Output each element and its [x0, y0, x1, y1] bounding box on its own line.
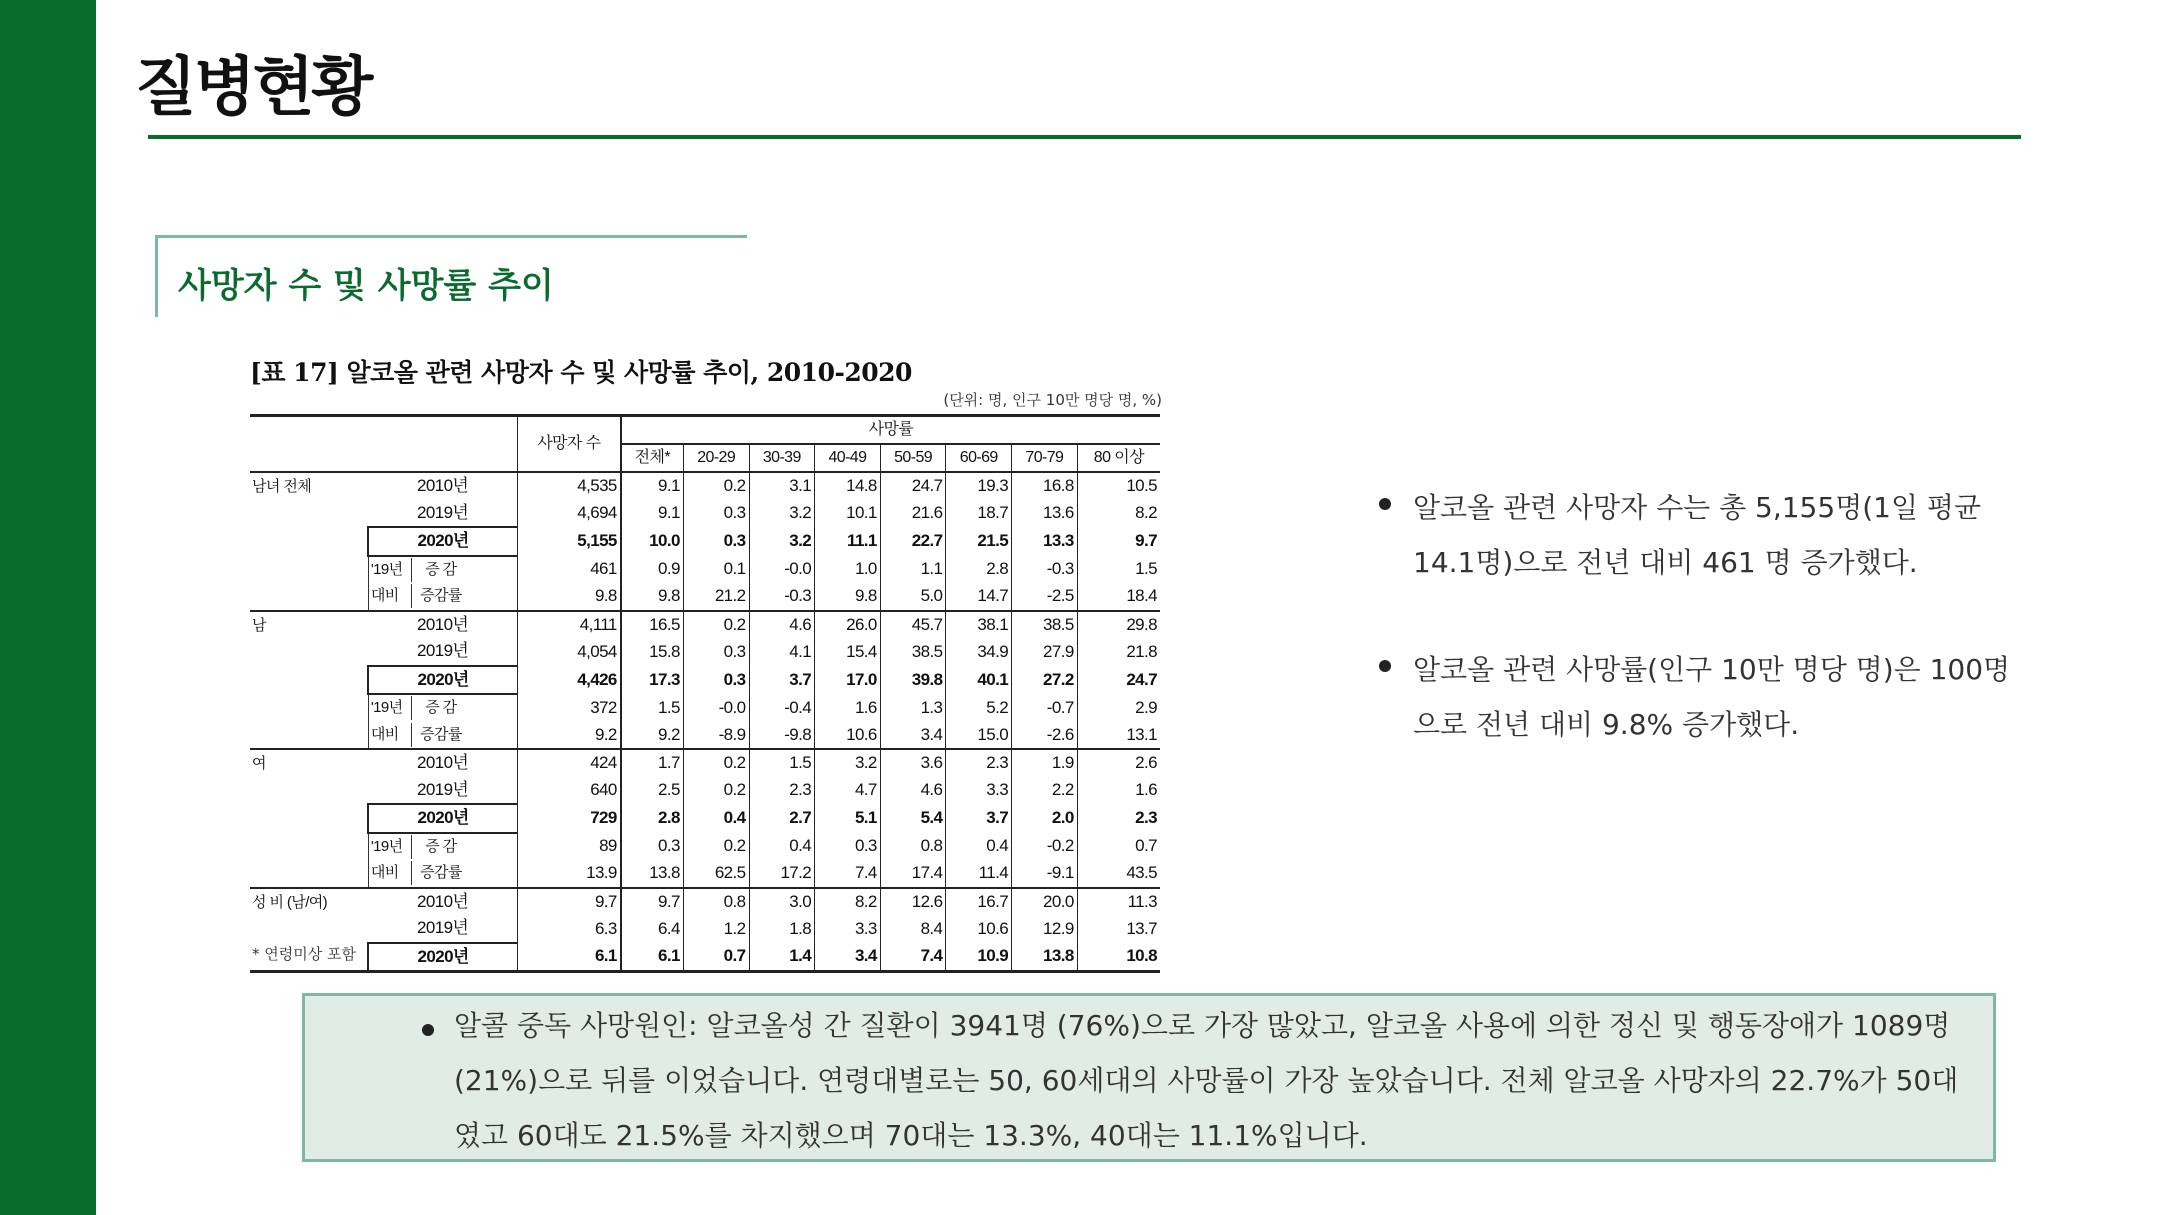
deaths-cell: 729	[517, 804, 620, 833]
rate-cell: 0.3	[683, 638, 749, 666]
rate-cell: 3.2	[749, 527, 815, 556]
rate-cell: 13.6	[1012, 500, 1078, 528]
rate-cell: 20.0	[1012, 888, 1078, 916]
bullet-text: 알코올 관련 사망자 수는 총 5,155명(1일 평균 14.1명)으로 전년 대비 461 명 증가했다.	[1413, 491, 1982, 579]
rate-cell: 3.0	[749, 888, 815, 916]
deaths-cell: 6.3	[517, 915, 620, 943]
rate-cell: 0.3	[815, 833, 881, 861]
rate-cell: -9.8	[749, 722, 815, 750]
rate-cell: 5.1	[815, 804, 881, 833]
rate-cell: 34.9	[946, 638, 1012, 666]
rate-cell: 5.0	[880, 583, 946, 611]
row-change-type: 증감률	[420, 725, 462, 743]
row-year-label: 2020년	[368, 804, 517, 833]
rate-cell: 0.8	[880, 833, 946, 861]
row-group-label: 여	[250, 749, 368, 888]
rate-cell: 3.3	[946, 777, 1012, 805]
rate-cell: -2.6	[1012, 722, 1078, 750]
rate-cell: -0.7	[1012, 694, 1078, 722]
row-change-period: 대비	[369, 723, 412, 747]
header-age-column: 40-49	[815, 444, 881, 472]
rate-cell: 14.7	[946, 583, 1012, 611]
rate-cell: 0.2	[683, 833, 749, 861]
rate-cell: 10.8	[1126, 946, 1157, 966]
rate-cell: 2.3	[749, 777, 815, 805]
row-change-label	[368, 556, 517, 584]
rate-cell: 2.7	[749, 804, 815, 833]
rate-cell: 3.2	[815, 749, 881, 777]
rate-cell: 8.4	[880, 915, 946, 943]
rate-cell: 1.9	[1012, 749, 1078, 777]
rate-cell: 0.4	[683, 804, 749, 833]
rate-cell: 3.4	[815, 943, 881, 972]
row-change-label	[368, 833, 517, 861]
table-row	[250, 638, 1160, 666]
header-age-column: 80 이상	[1093, 449, 1144, 466]
section-heading: 사망자 수 및 사망률 추이	[178, 266, 554, 306]
rate-cell: 1.6	[815, 694, 881, 722]
table-row	[250, 583, 1160, 611]
header-deaths: 사망자 수	[517, 416, 620, 473]
table-row	[250, 722, 1160, 750]
row-change-label	[368, 583, 517, 611]
rate-cell: 9.8	[815, 583, 881, 611]
rate-cell: 17.3	[621, 666, 684, 695]
summary-text: 알콜 중독 사망원인: 알코올성 간 질환이 3941명 (76%)으로 가장 많았고, 알코올 사용에 의한 정신 및 행동장애가 1089명 (21%)으로 뒤를 이었습니다. 연령대별로는 50, 60세대의 사망률이 가장 높았습니다. 전체 알코올 사망자의 22.7%가 50대였고 60대도 21.5%를 차지했으며 70대는 13.3%, 40대는 11.1%입니다.	[454, 1009, 1959, 1152]
rate-cell: 3.6	[880, 749, 946, 777]
rate-cell: -0.2	[1012, 833, 1078, 861]
table-row	[250, 749, 1160, 777]
rate-cell: 21.5	[946, 527, 1012, 556]
rate-cell: 0.3	[683, 527, 749, 556]
rate-cell: 2.6	[1077, 749, 1160, 777]
rate-cell: 6.1	[621, 943, 684, 972]
header-age-column: 30-39	[749, 444, 815, 472]
rate-cell: 7.4	[815, 860, 881, 888]
deaths-cell: 461	[517, 556, 620, 584]
rate-cell: 13.3	[1012, 527, 1078, 556]
rate-cell: 2.0	[1012, 804, 1078, 833]
rate-cell: 10.6	[815, 722, 881, 750]
bullet-list	[1375, 480, 2015, 804]
row-change-period: '19년	[369, 696, 412, 720]
rate-cell: 1.7	[621, 749, 684, 777]
rate-cell: 12.9	[1012, 915, 1078, 943]
rate-cell: 0.1	[683, 556, 749, 584]
rate-cell: 2.5	[621, 777, 684, 805]
rate-cell: 14.8	[815, 472, 881, 500]
rate-cell: -8.9	[683, 722, 749, 750]
rate-cell: 8.2	[1135, 503, 1157, 523]
rate-cell: 13.1	[1126, 724, 1157, 744]
rate-cell: 3.2	[749, 500, 815, 528]
rate-cell: 1.4	[749, 943, 815, 972]
rate-cell: 8.2	[815, 888, 881, 916]
row-year-label: 2019년	[368, 777, 517, 805]
rate-cell: 43.5	[1126, 863, 1157, 883]
table-footnote: * 연령미상 포함	[252, 945, 356, 963]
bullet-dot-icon	[422, 1024, 434, 1036]
rate-cell: 4.6	[749, 611, 815, 639]
rate-cell: 18.4	[1126, 586, 1157, 606]
rate-cell: 12.6	[880, 888, 946, 916]
deaths-cell: 13.9	[517, 860, 620, 888]
rate-cell: 10.1	[815, 500, 881, 528]
rate-cell: 9.1	[621, 500, 684, 528]
table-row	[250, 833, 1160, 861]
rate-cell: 1.0	[815, 556, 881, 584]
rate-cell: 62.5	[683, 860, 749, 888]
deaths-cell: 4,426	[517, 666, 620, 695]
rate-cell: 10.9	[946, 943, 1012, 972]
row-year-label: 2010년	[368, 472, 517, 500]
rate-cell: 18.7	[946, 500, 1012, 528]
rate-cell: 1.6	[1135, 780, 1157, 800]
rate-cell: 0.2	[683, 777, 749, 805]
table-row	[250, 500, 1160, 528]
rate-cell: 24.7	[1126, 669, 1157, 689]
rate-cell: 26.0	[815, 611, 881, 639]
rate-cell: 5.4	[880, 804, 946, 833]
table-unit-note: (단위: 명, 인구 10만 명당 명, %)	[943, 391, 1162, 409]
header-age-column: 20-29	[683, 444, 749, 472]
row-year-label: 2020년	[368, 666, 517, 695]
header-age-column: 50-59	[880, 444, 946, 472]
rate-cell: 29.8	[1077, 611, 1160, 639]
rate-cell: 9.1	[621, 472, 684, 500]
table-caption: [표 17] 알코올 관련 사망자 수 및 사망률 추이, 2010-2020	[250, 358, 912, 387]
rate-cell: 2.3	[1135, 808, 1157, 828]
deaths-cell: 9.2	[517, 722, 620, 750]
deaths-cell: 424	[517, 749, 620, 777]
rate-cell: 21.8	[1126, 641, 1157, 661]
rate-cell: 11.1	[815, 527, 881, 556]
rate-cell: 1.5	[621, 694, 684, 722]
rate-cell: 3.1	[749, 472, 815, 500]
table-row	[250, 694, 1160, 722]
rate-cell: 9.8	[621, 583, 684, 611]
rate-cell: 15.8	[621, 638, 684, 666]
rate-cell: 0.4	[749, 833, 815, 861]
rate-cell: 21.6	[880, 500, 946, 528]
rate-cell: 13.8	[1012, 943, 1078, 972]
deaths-cell: 4,111	[517, 611, 620, 639]
table-row	[250, 666, 1160, 695]
row-change-type: 증감률	[420, 587, 462, 605]
rate-cell: 16.5	[621, 611, 684, 639]
rate-cell: -0.0	[749, 556, 815, 584]
table-row	[250, 804, 1160, 833]
rate-cell: -9.1	[1012, 860, 1078, 888]
rate-cell: 0.2	[683, 611, 749, 639]
rate-cell: 1.5	[749, 749, 815, 777]
rate-cell: 0.9	[621, 556, 684, 584]
rate-cell: 40.1	[946, 666, 1012, 695]
table-row	[250, 611, 1160, 639]
rate-cell: 4.1	[749, 638, 815, 666]
row-change-label	[368, 860, 517, 888]
deaths-cell: 4,054	[517, 638, 620, 666]
rate-cell: 13.7	[1126, 918, 1157, 938]
rate-cell: 2.8	[621, 804, 684, 833]
row-change-period: '19년	[369, 835, 412, 859]
rate-cell: 27.2	[1012, 666, 1078, 695]
bullet-item	[1375, 642, 2015, 752]
deaths-cell: 9.8	[517, 583, 620, 611]
header-age-column: 전체*	[621, 444, 684, 472]
rate-cell: 16.7	[946, 888, 1012, 916]
row-year-label: 2020년	[368, 527, 517, 556]
deaths-cell: 89	[517, 833, 620, 861]
rate-cell: 22.7	[880, 527, 946, 556]
rate-cell: 0.4	[946, 833, 1012, 861]
rate-cell: 38.1	[946, 611, 1012, 639]
deaths-cell: 9.7	[517, 888, 620, 916]
rate-cell: 17.0	[815, 666, 881, 695]
rate-cell: 9.2	[621, 722, 684, 750]
row-change-label	[368, 722, 517, 750]
row-year-label: 2010년	[368, 611, 517, 639]
row-group-label: 성 비 (남/여)	[250, 888, 368, 972]
rate-cell: 38.5	[1012, 611, 1078, 639]
rate-cell: -0.0	[683, 694, 749, 722]
rate-cell: 9.7	[621, 888, 684, 916]
table-row	[250, 777, 1160, 805]
death-rate-table	[250, 414, 1160, 973]
bullet-text: 알코올 관련 사망률(인구 10만 명당 명)은 100명으로 전년 대비 9.8% 증가했다.	[1413, 653, 2011, 741]
table-body	[250, 472, 1160, 972]
header-rate-group: 사망률	[621, 416, 1160, 445]
rate-cell: 6.4	[621, 915, 684, 943]
page-title: 질병현황	[135, 51, 371, 125]
summary-box	[302, 993, 1996, 1162]
row-change-type: 증감률	[420, 864, 462, 882]
table-row	[250, 888, 1160, 916]
bullet-dot-icon	[1379, 660, 1391, 672]
header-age-column: 60-69	[946, 444, 1012, 472]
statistics-table-figure	[250, 353, 1170, 966]
row-change-type: 증 감	[425, 560, 457, 578]
rate-cell: 24.7	[880, 472, 946, 500]
deaths-cell: 372	[517, 694, 620, 722]
rate-cell: 7.4	[880, 943, 946, 972]
rate-cell: 0.2	[683, 472, 749, 500]
rate-cell: 10.0	[621, 527, 684, 556]
row-year-label: 2010년	[368, 888, 517, 916]
row-year-label: 2020년	[368, 943, 517, 972]
rate-cell: 3.3	[815, 915, 881, 943]
rate-cell: 17.4	[880, 860, 946, 888]
rate-cell: 4.7	[815, 777, 881, 805]
row-year-label: 2010년	[368, 749, 517, 777]
row-year-label: 2019년	[368, 500, 517, 528]
row-change-type: 증 감	[425, 837, 457, 855]
rate-cell: 16.8	[1012, 472, 1078, 500]
row-year-label: 2019년	[368, 638, 517, 666]
row-change-type: 증 감	[425, 699, 457, 717]
bullet-item	[1375, 480, 2015, 590]
rate-cell: 21.2	[683, 583, 749, 611]
deaths-cell: 5,155	[517, 527, 620, 556]
left-accent-bar	[0, 0, 96, 1215]
rate-cell: 3.7	[749, 666, 815, 695]
deaths-cell: 6.1	[517, 943, 620, 972]
row-change-label	[368, 694, 517, 722]
rate-cell: 2.8	[946, 556, 1012, 584]
rate-cell: -2.5	[1012, 583, 1078, 611]
rate-cell: 1.8	[749, 915, 815, 943]
rate-cell: 0.7	[1135, 836, 1157, 856]
rate-cell: 27.9	[1012, 638, 1078, 666]
rate-cell: 0.8	[683, 888, 749, 916]
table-row	[250, 472, 1160, 500]
deaths-cell: 640	[517, 777, 620, 805]
bullet-dot-icon	[1379, 498, 1391, 510]
title-divider	[148, 135, 2021, 139]
rate-cell: 0.3	[683, 666, 749, 695]
rate-cell: 19.3	[946, 472, 1012, 500]
row-change-period: '19년	[369, 558, 412, 582]
rate-cell: 2.9	[1135, 697, 1157, 717]
rate-cell: -0.4	[749, 694, 815, 722]
rate-cell: 38.5	[880, 638, 946, 666]
row-group-label: 남	[250, 611, 368, 750]
header-age-column: 70-79	[1012, 444, 1078, 472]
row-change-period: 대비	[369, 584, 412, 608]
rate-cell: 39.8	[880, 666, 946, 695]
rate-cell: 10.6	[946, 915, 1012, 943]
rate-cell: 0.2	[683, 749, 749, 777]
rate-cell: 0.3	[621, 833, 684, 861]
rate-cell: 13.8	[621, 860, 684, 888]
rate-cell: 1.5	[1135, 559, 1157, 579]
rate-cell: 3.4	[880, 722, 946, 750]
rate-cell: 0.3	[683, 500, 749, 528]
rate-cell: 2.2	[1012, 777, 1078, 805]
rate-cell: 1.2	[683, 915, 749, 943]
rate-cell: 17.2	[749, 860, 815, 888]
deaths-cell: 4,694	[517, 500, 620, 528]
rate-cell: 11.3	[1077, 888, 1160, 916]
table-row	[250, 915, 1160, 943]
row-year-label: 2019년	[368, 915, 517, 943]
table-row	[250, 943, 1160, 972]
rate-cell: 3.7	[946, 804, 1012, 833]
section-heading-box	[155, 235, 747, 317]
rate-cell: 1.1	[880, 556, 946, 584]
header-corner	[250, 416, 517, 473]
rate-cell: 9.7	[1135, 531, 1157, 551]
table-row	[250, 860, 1160, 888]
rate-cell: -0.3	[1012, 556, 1078, 584]
rate-cell: 15.4	[815, 638, 881, 666]
rate-cell: 15.0	[946, 722, 1012, 750]
deaths-cell: 4,535	[517, 472, 620, 500]
rate-cell: 1.3	[880, 694, 946, 722]
rate-cell: 0.7	[683, 943, 749, 972]
row-group-label: 남녀 전체	[250, 472, 368, 611]
rate-cell: 5.2	[946, 694, 1012, 722]
table-row	[250, 556, 1160, 584]
rate-cell: 4.6	[880, 777, 946, 805]
table-row	[250, 527, 1160, 556]
row-change-period: 대비	[369, 861, 412, 885]
rate-cell: 45.7	[880, 611, 946, 639]
rate-cell: 11.4	[946, 860, 1012, 888]
rate-cell: 10.5	[1077, 472, 1160, 500]
rate-cell: -0.3	[749, 583, 815, 611]
rate-cell: 2.3	[946, 749, 1012, 777]
